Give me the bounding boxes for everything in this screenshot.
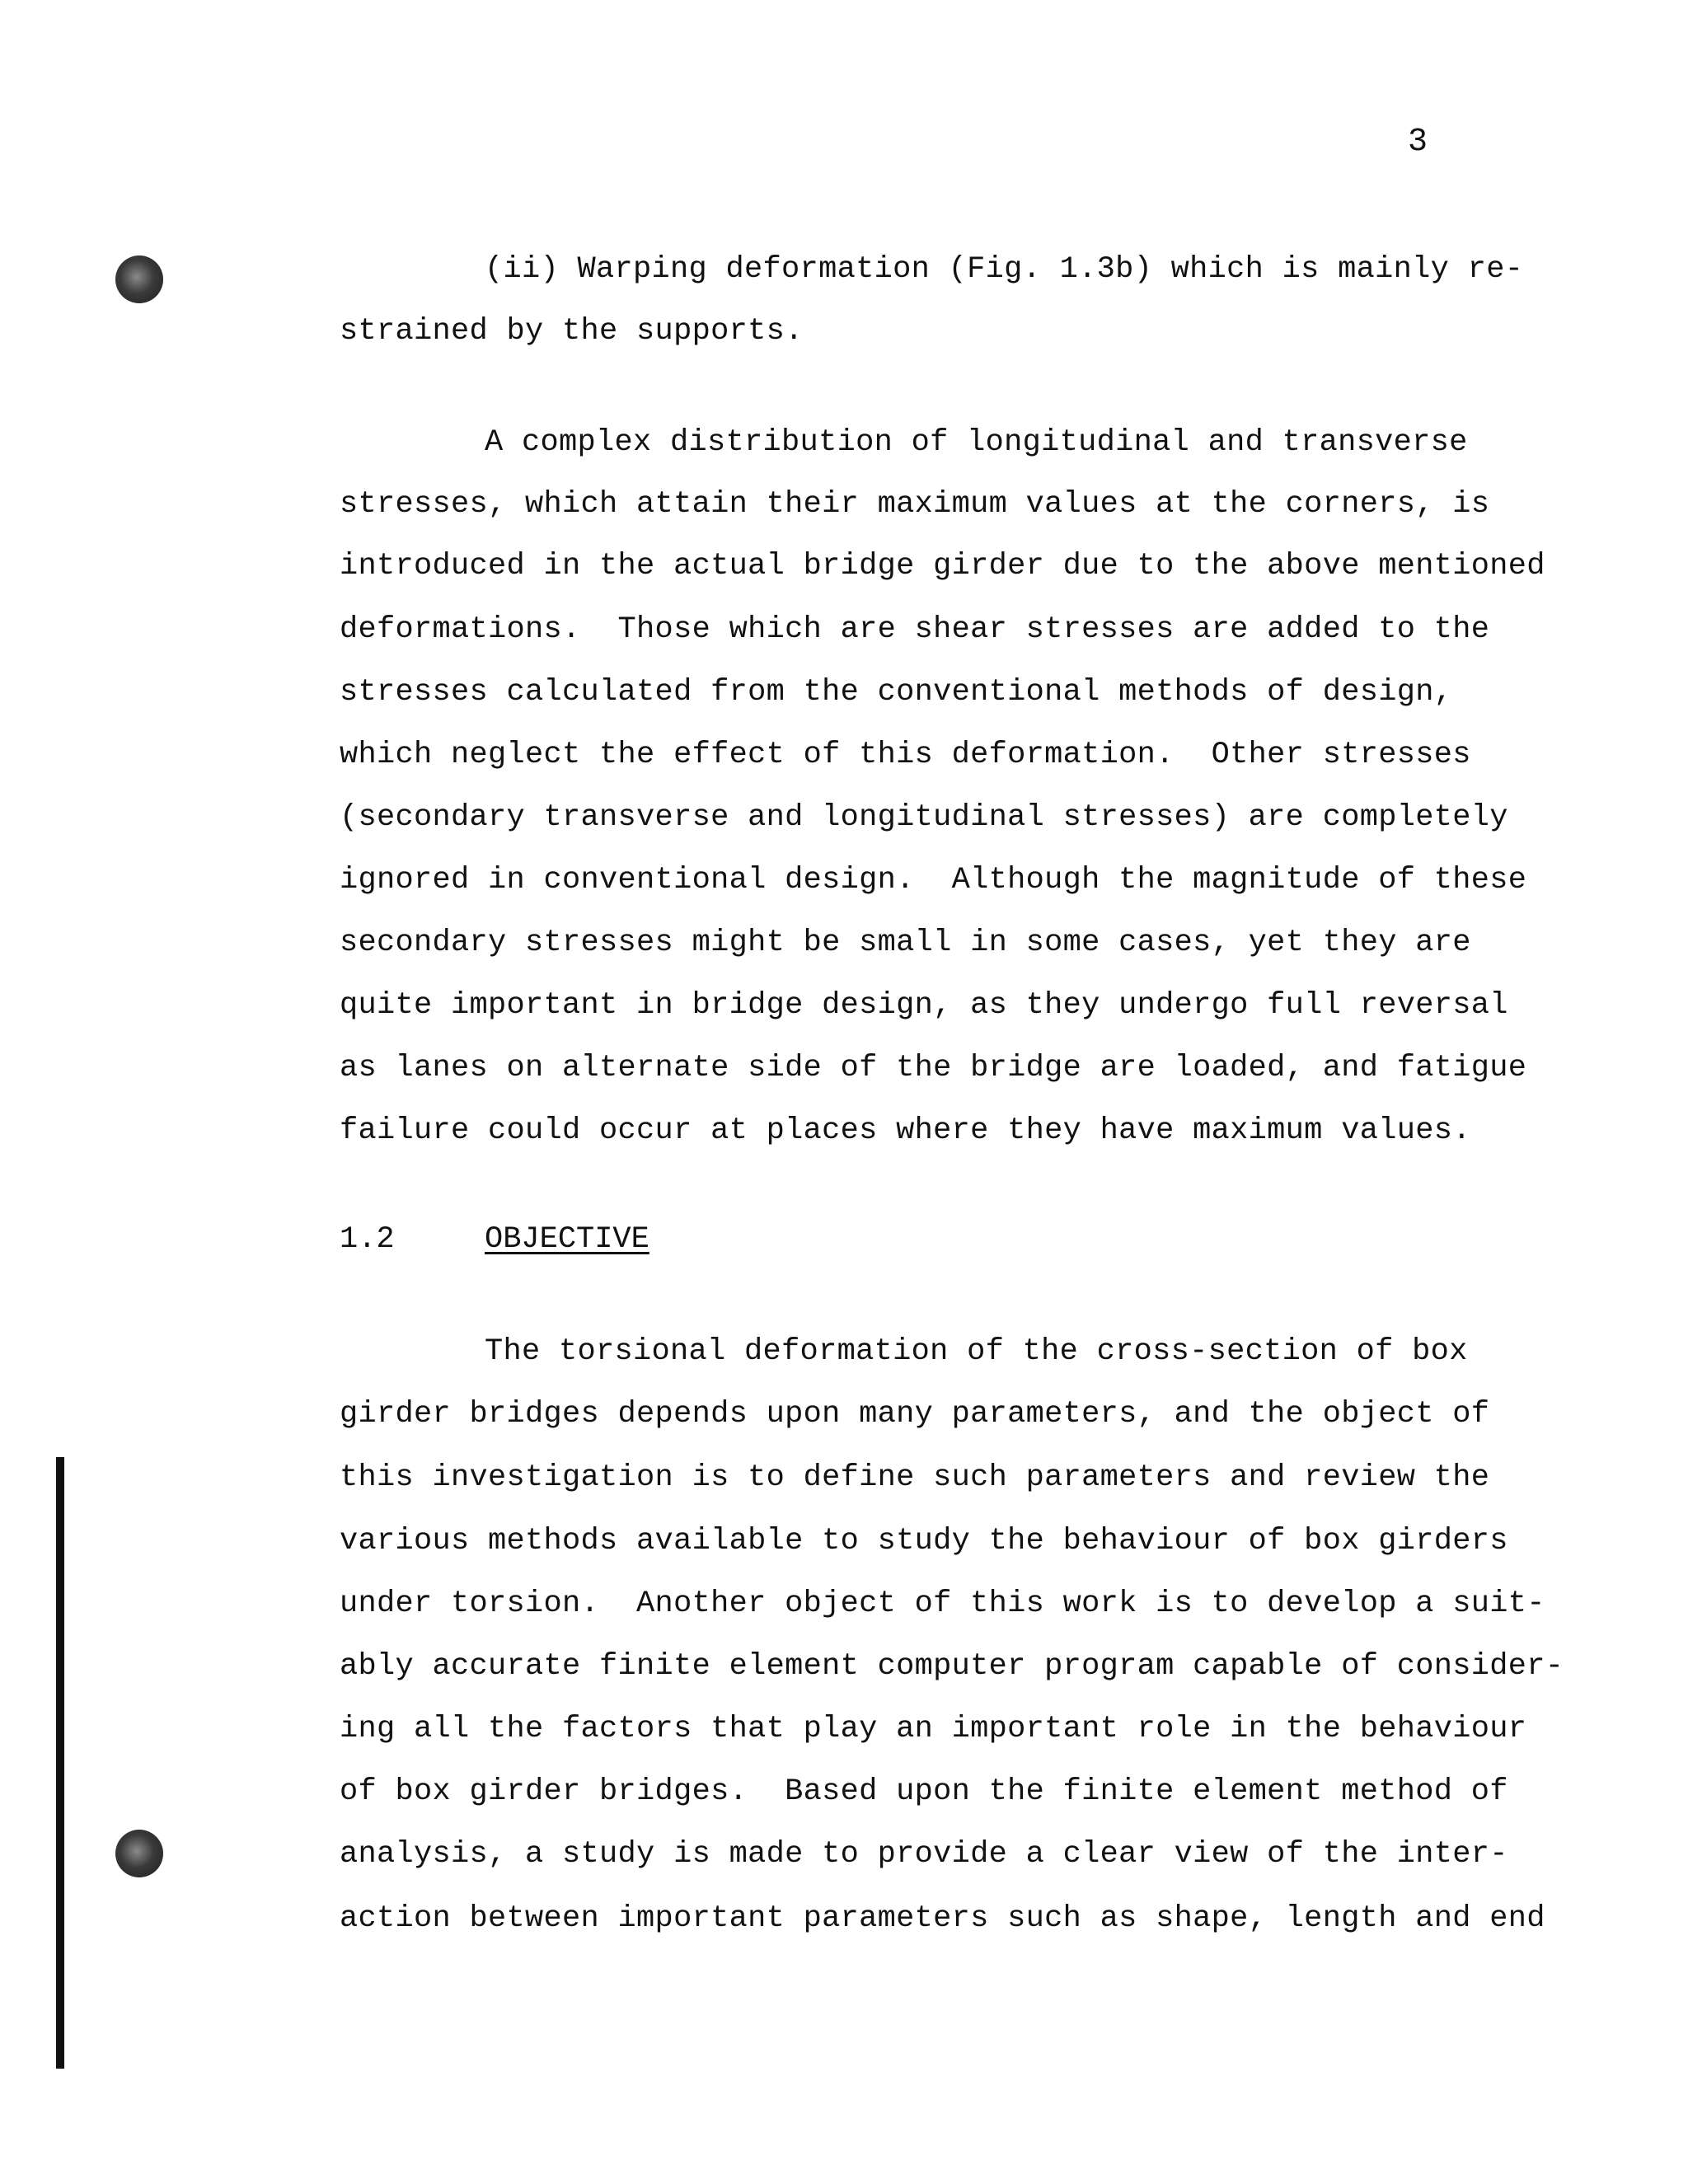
stresses-paragraph-line: quite important in bridge design, as they undergo full reversal [340,988,1508,1023]
objective-paragraph-line: The torsional deformation of the cross-section of box [485,1334,1468,1369]
stresses-paragraph-line: introduced in the actual bridge girder due to the above mentioned [340,549,1545,583]
stresses-paragraph-line: deformations. Those which are shear stresses are added to the [340,612,1490,647]
objective-paragraph-line: action between important parameters such as shape, length and end [340,1901,1545,1936]
objective-paragraph-line: girder bridges depends upon many parameters, and the object of [340,1397,1490,1432]
stresses-paragraph-line: which neglect the effect of this deformation. Other stresses [340,738,1471,772]
stresses-paragraph-line: stresses calculated from the conventional methods of design, [340,675,1453,710]
objective-paragraph-line: various methods available to study the behaviour of box girders [340,1524,1508,1558]
objective-paragraph-line: analysis, a study is made to provide a clear view of the inter- [340,1837,1508,1872]
binder-hole-top [115,255,163,303]
objective-paragraph-line: of box girder bridges. Based upon the finite element method of [340,1774,1508,1809]
paragraph-ii-line: strained by the supports. [340,314,804,349]
margin-bar [56,1457,64,2069]
paragraph-ii-line: (ii) Warping deformation (Fig. 1.3b) which is mainly re- [485,252,1524,287]
stresses-paragraph-line: (secondary transverse and longitudinal stresses) are completely [340,800,1508,835]
objective-paragraph-line: ably accurate finite element computer program capable of consider- [340,1649,1564,1684]
stresses-paragraph-line: stresses, which attain their maximum values at the corners, is [340,487,1490,522]
stresses-paragraph-line: secondary stresses might be small in some cases, yet they are [340,926,1471,960]
page-number: 3 [1408,124,1429,161]
objective-paragraph-line: under torsion. Another object of this work is to develop a suit- [340,1586,1545,1621]
stresses-paragraph-line: as lanes on alternate side of the bridge are loaded, and fatigue [340,1051,1527,1085]
stresses-paragraph-line: A complex distribution of longitudinal and transverse [485,425,1468,460]
binder-hole-bottom [115,1830,163,1877]
objective-paragraph-line: ing all the factors that play an important role in the behaviour [340,1712,1527,1746]
stresses-paragraph-line: ignored in conventional design. Although the magnitude of these [340,863,1527,898]
section-number: 1.2 [340,1222,395,1257]
stresses-paragraph-line: failure could occur at places where they have maximum values. [340,1113,1471,1148]
objective-paragraph-line: this investigation is to define such parameters and review the [340,1460,1490,1495]
section-title: OBJECTIVE [485,1222,649,1257]
